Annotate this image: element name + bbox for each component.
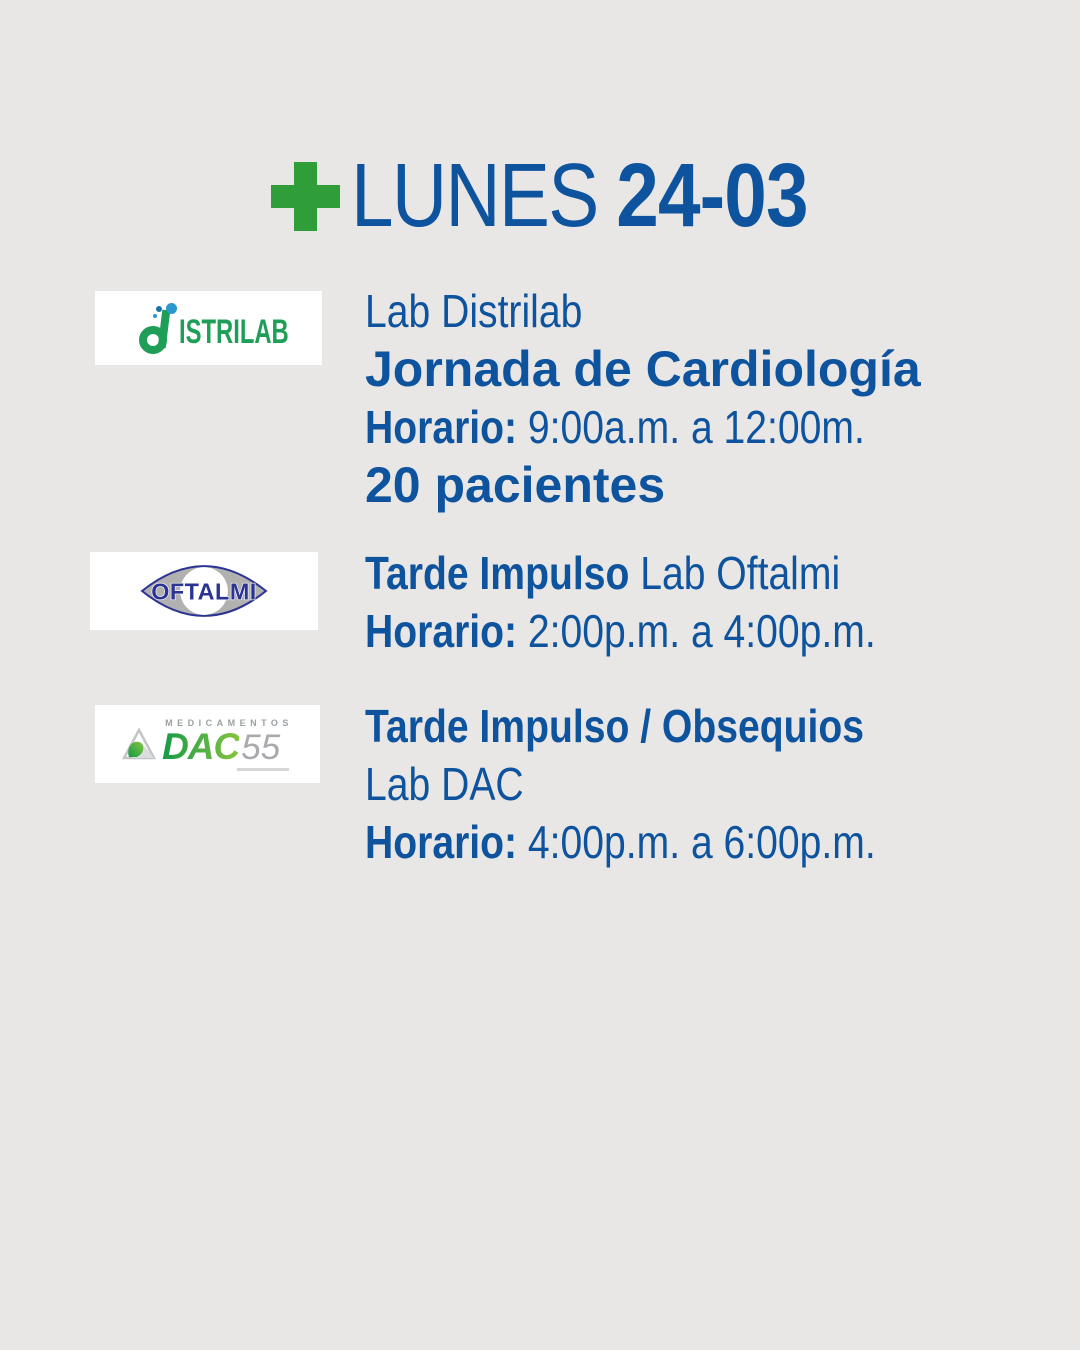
distrilab-logo-content <box>139 302 289 354</box>
dac-main-row <box>162 725 293 767</box>
date-label: 24-03 <box>616 146 808 246</box>
event-title-line: Jornada de Cardiología <box>365 341 921 397</box>
patients-line: 20 pacientes <box>365 457 666 513</box>
distrilab-wordmark-wrap <box>178 313 289 352</box>
entry-oftalmi <box>365 544 966 660</box>
eye-icon <box>140 563 268 619</box>
schedule-line <box>365 602 966 660</box>
distrilab-wordmark: ISTRILAB <box>178 313 289 351</box>
dac-top-text: MEDICAMENTOS <box>165 717 293 728</box>
header <box>271 146 888 246</box>
oftalmi-wordmark: OFTALMI <box>151 578 257 605</box>
distrilab-logo <box>95 291 322 365</box>
event-title-line <box>365 544 966 602</box>
dac-logo <box>95 705 320 783</box>
schedule-label: Horario: <box>365 816 518 868</box>
plus-icon <box>271 162 340 231</box>
distrilab-d-icon <box>139 302 179 354</box>
schedule-line <box>365 398 953 456</box>
dac-logo-content <box>122 718 293 771</box>
distrilab-bubble-icon <box>153 314 157 318</box>
dac-number: 55 <box>241 727 281 767</box>
lab-name: Lab Distrilab <box>365 285 583 337</box>
event-title-line <box>365 697 966 755</box>
plus-icon-horizontal-bar <box>271 185 340 208</box>
entry-distrilab <box>365 282 953 514</box>
oftalmi-logo <box>90 552 318 630</box>
lab-name-line <box>365 755 966 813</box>
dac-wordmark-block <box>162 718 293 771</box>
event-title: Tarde Impulso / Obsequios <box>365 700 864 752</box>
schedule-value: 9:00a.m. a 12:00m. <box>517 401 865 453</box>
schedule-value: 4:00p.m. a 6:00p.m. <box>517 816 876 868</box>
day-label: LUNES <box>351 146 598 246</box>
lab-name: Lab DAC <box>365 758 524 810</box>
schedule-label: Horario: <box>365 401 518 453</box>
distrilab-stem <box>157 310 170 349</box>
distrilab-bubble-icon <box>166 303 177 314</box>
lab-name-line <box>365 282 953 340</box>
page-title <box>351 146 888 246</box>
event-title: Tarde Impulso <box>365 547 630 599</box>
triangle-leaf-icon <box>122 728 156 760</box>
dac-fineprint <box>237 768 289 771</box>
entry-dac <box>365 697 966 871</box>
schedule-value: 2:00p.m. a 4:00p.m. <box>517 605 876 657</box>
schedule-line <box>365 813 966 871</box>
distrilab-bubble-icon <box>156 306 162 312</box>
lab-name: Lab Oftalmi <box>629 547 841 599</box>
schedule-label: Horario: <box>365 605 518 657</box>
dac-wordmark: DAC <box>162 725 240 767</box>
